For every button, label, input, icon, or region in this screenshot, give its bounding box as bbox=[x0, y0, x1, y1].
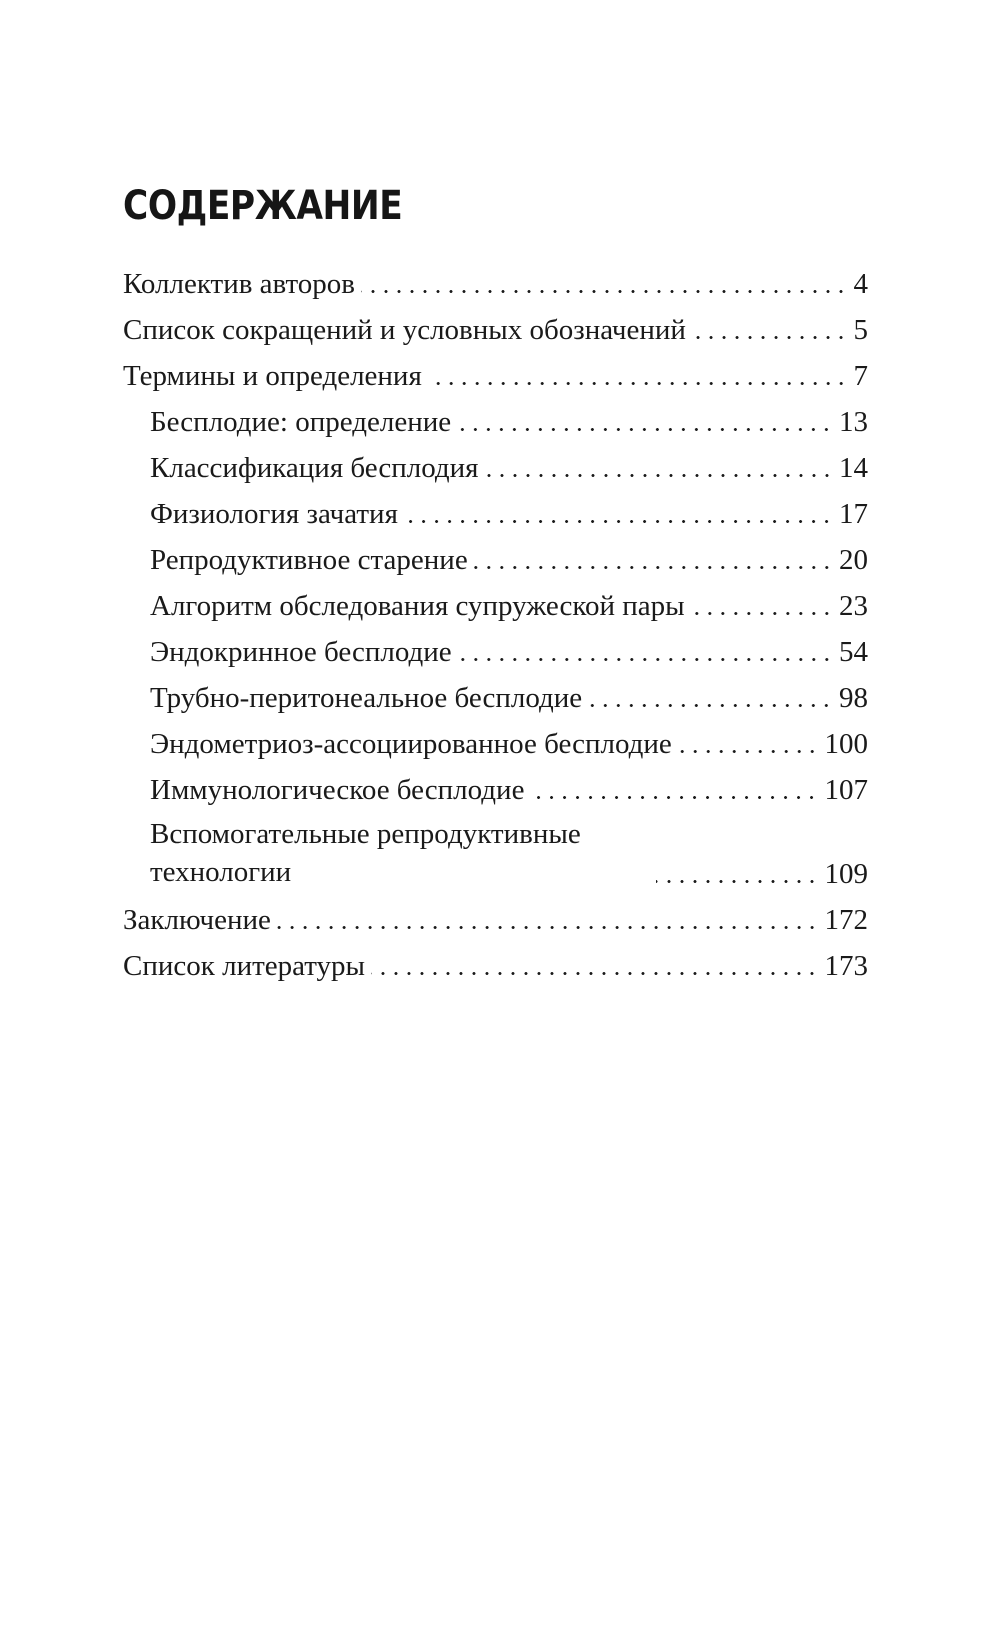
toc-entry-title: Заключение bbox=[123, 904, 271, 936]
toc-entry bbox=[123, 255, 868, 301]
toc-entry-title: Коллектив авторов bbox=[123, 268, 355, 300]
toc-entry-page: 17 bbox=[839, 498, 868, 530]
toc-entry-title: Вспомогательные репродуктивные технологии bbox=[150, 818, 581, 888]
toc-subentry bbox=[123, 439, 868, 485]
toc-entry-page: 5 bbox=[853, 314, 868, 346]
dot-leader bbox=[656, 880, 819, 883]
toc-entry-title: Список литературы bbox=[123, 950, 366, 982]
toc-entry-page: 172 bbox=[824, 904, 868, 936]
toc-entry-page: 23 bbox=[839, 590, 868, 622]
page-title: СОДЕРЖАНИЕ bbox=[123, 183, 403, 229]
toc-entry-title: Список сокращений и условных обозначений bbox=[123, 314, 686, 346]
toc-entry-title: Бесплодие: определение bbox=[150, 406, 452, 438]
toc-entry-page: 173 bbox=[824, 950, 868, 982]
toc-entry-title: Физиология зачатия bbox=[150, 498, 398, 530]
toc-entry-page: 54 bbox=[839, 636, 868, 668]
toc-subentry bbox=[123, 577, 868, 623]
toc-entry-title: Эндокринное бесплодие bbox=[150, 636, 452, 668]
toc-entry-title: Алгоритм обследования супружеской пары bbox=[150, 590, 685, 622]
dot-leader bbox=[457, 428, 833, 431]
toc-entry bbox=[123, 301, 868, 347]
toc-subentry bbox=[123, 669, 868, 715]
dot-leader bbox=[691, 612, 833, 615]
dot-leader bbox=[361, 290, 848, 293]
toc-subentry bbox=[123, 761, 868, 807]
dot-leader bbox=[371, 972, 818, 975]
toc-entry-page: 14 bbox=[839, 452, 868, 484]
toc-entry-page: 20 bbox=[839, 544, 868, 576]
table-of-contents bbox=[123, 255, 868, 983]
toc-subentry bbox=[123, 715, 868, 761]
toc-subentry bbox=[123, 623, 868, 669]
dot-leader bbox=[588, 704, 833, 707]
toc-entry-title: Трубно-перитонеальное бесплодие bbox=[150, 682, 583, 714]
dot-leader bbox=[530, 796, 818, 799]
dot-leader bbox=[428, 382, 848, 385]
dot-leader bbox=[458, 658, 833, 661]
toc-subentry bbox=[123, 531, 868, 577]
toc-entry-page: 7 bbox=[853, 360, 868, 392]
toc-entry-page: 100 bbox=[824, 728, 868, 760]
toc-entry-title: Термины и определения bbox=[123, 360, 422, 392]
toc-entry-title: Классификация бесплодия bbox=[150, 452, 479, 484]
toc-entry-title: Репродуктивное старение bbox=[150, 544, 468, 576]
toc-entry-title: Эндометриоз-ассоциированное бесплодие bbox=[150, 728, 672, 760]
dot-leader bbox=[485, 474, 833, 477]
toc-entry-page: 107 bbox=[824, 774, 868, 806]
toc-subentry bbox=[123, 393, 868, 439]
toc-entry bbox=[123, 937, 868, 983]
toc-entry-title: Иммунологическое бесплодие bbox=[150, 774, 525, 806]
dot-leader bbox=[277, 926, 819, 929]
toc-subentry bbox=[123, 807, 868, 891]
dot-leader bbox=[404, 520, 833, 523]
toc-entry bbox=[123, 347, 868, 393]
toc-entry-page: 13 bbox=[839, 406, 868, 438]
toc-entry-page: 98 bbox=[839, 682, 868, 714]
dot-leader bbox=[692, 336, 848, 339]
toc-entry-page: 109 bbox=[824, 858, 868, 890]
dot-leader bbox=[474, 566, 833, 569]
toc-subentry bbox=[123, 485, 868, 531]
toc-entry-page: 4 bbox=[853, 268, 868, 300]
dot-leader bbox=[678, 750, 819, 753]
toc-entry bbox=[123, 891, 868, 937]
